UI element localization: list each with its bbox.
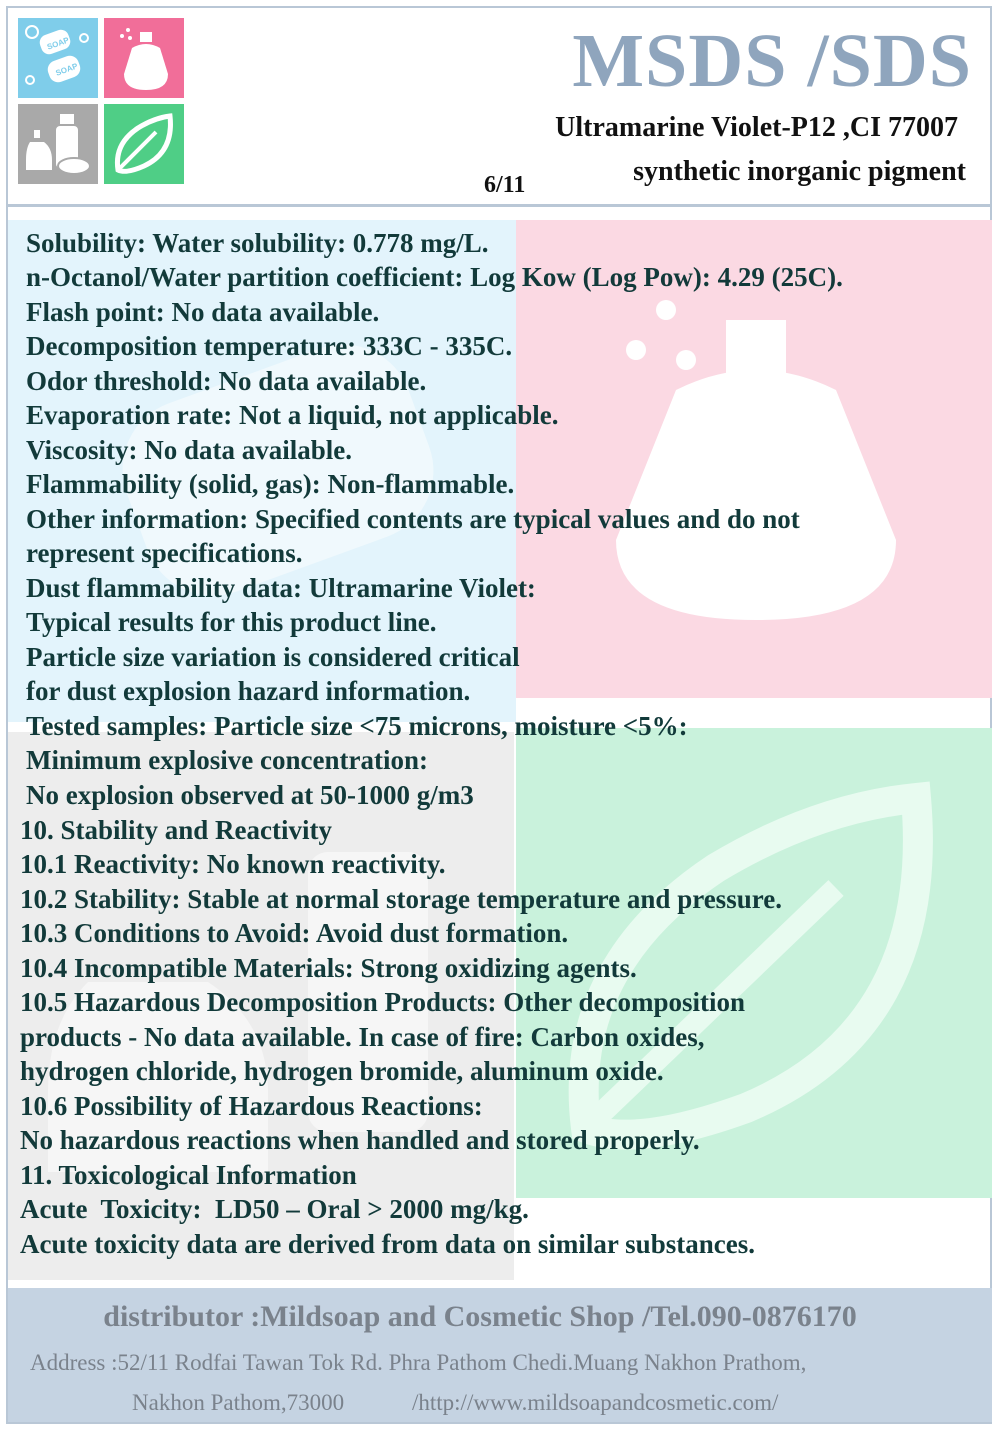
footer xyxy=(8,1288,992,1422)
section-heading: 11. Toxicological Information xyxy=(20,1160,357,1190)
text-line: represent specifications. xyxy=(26,538,303,568)
spray-bottle-icon xyxy=(104,18,184,98)
text-line: n-Octanol/Water partition coefficient: Log Kow (Log Pow): 4.29 (25C). xyxy=(26,262,843,292)
logo-tile-soap xyxy=(18,18,98,98)
text-line: Flammability (solid, gas): Non-flammable. xyxy=(26,469,515,499)
page-title: MSDS /SDS xyxy=(572,19,972,103)
text-line: Typical results for this product line. xyxy=(26,607,437,637)
text-line: Minimum explosive concentration: xyxy=(26,745,428,775)
text-line: 10.3 Conditions to Avoid: Avoid dust formation. xyxy=(20,918,569,948)
text-line: Acute toxicity data are derived from data on similar substances. xyxy=(20,1229,755,1259)
footer-address-line2: Nakhon Pathom,73000 xyxy=(132,1390,345,1415)
text-line: No hazardous reactions when handled and stored properly. xyxy=(20,1125,700,1155)
text-line: Viscosity: No data available. xyxy=(26,435,352,465)
text-line: Solubility: Water solubility: 0.778 mg/L. xyxy=(26,228,489,258)
text-line: Decomposition temperature: 333C - 335C. xyxy=(26,331,513,361)
text-line: hydrogen chloride, hydrogen bromide, aluminum oxide. xyxy=(20,1056,664,1086)
logo-soap-text-2: SOAP xyxy=(54,61,79,78)
text-line: Dust flammability data: Ultramarine Violet: xyxy=(26,573,536,603)
cosmetic-bottles-icon xyxy=(18,104,98,184)
text-line: 10.6 Possibility of Hazardous Reactions: xyxy=(20,1091,483,1121)
text-line: Flash point: No data available. xyxy=(26,297,380,327)
text-line: Evaporation rate: Not a liquid, not applicable. xyxy=(26,400,559,430)
text-line: 10.2 Stability: Stable at normal storage temperature and pressure. xyxy=(20,884,782,914)
product-name: Ultramarine Violet-P12 ,CI 77007 xyxy=(555,112,958,143)
logo-tile-cosmetics xyxy=(18,104,98,184)
text-line: 10.1 Reactivity: No known reactivity. xyxy=(20,849,446,879)
text-line: No explosion observed at 50-1000 g/m3 xyxy=(26,780,474,810)
header-divider xyxy=(8,204,992,207)
footer-distributor: distributor :Mildsoap and Cosmetic Shop /Tel.090-0876170 xyxy=(103,1300,857,1333)
text-line: Particle size variation is considered critical xyxy=(26,642,520,672)
logo-tile-leaf xyxy=(104,104,184,184)
product-type: synthetic inorganic pigment xyxy=(633,156,966,187)
text-line: Acute Toxicity: LD50 – Oral > 2000 mg/kg. xyxy=(20,1194,529,1224)
text-line: 10.5 Hazardous Decomposition Products: Other decomposition xyxy=(20,987,745,1017)
text-line: Odor threshold: No data available. xyxy=(26,366,427,396)
footer-website-link[interactable]: /http://www.mildsoapandcosmetic.com/ xyxy=(412,1390,779,1415)
soap-icon xyxy=(18,18,98,98)
section-heading: 10. Stability and Reactivity xyxy=(20,815,333,845)
logo-tile-spray xyxy=(104,18,184,98)
leaf-icon xyxy=(104,104,184,184)
text-line: products - No data available. In case of fire: Carbon oxides, xyxy=(20,1022,705,1052)
text-line: Other information: Specified contents are typical values and do not xyxy=(26,504,800,534)
footer-address-line1: Address :52/11 Rodfai Tawan Tok Rd. Phra Pathom Chedi.Muang Nakhon Prathom, xyxy=(30,1350,807,1375)
logo-soap-text-1: SOAP xyxy=(45,35,71,52)
text-line: 10.4 Incompatible Materials: Strong oxidizing agents. xyxy=(20,953,637,983)
text-line: for dust explosion hazard information. xyxy=(26,676,471,706)
text-line: Tested samples: Particle size <75 microns, moisture <5%: xyxy=(26,711,688,741)
page-number: 6/11 xyxy=(484,172,526,198)
